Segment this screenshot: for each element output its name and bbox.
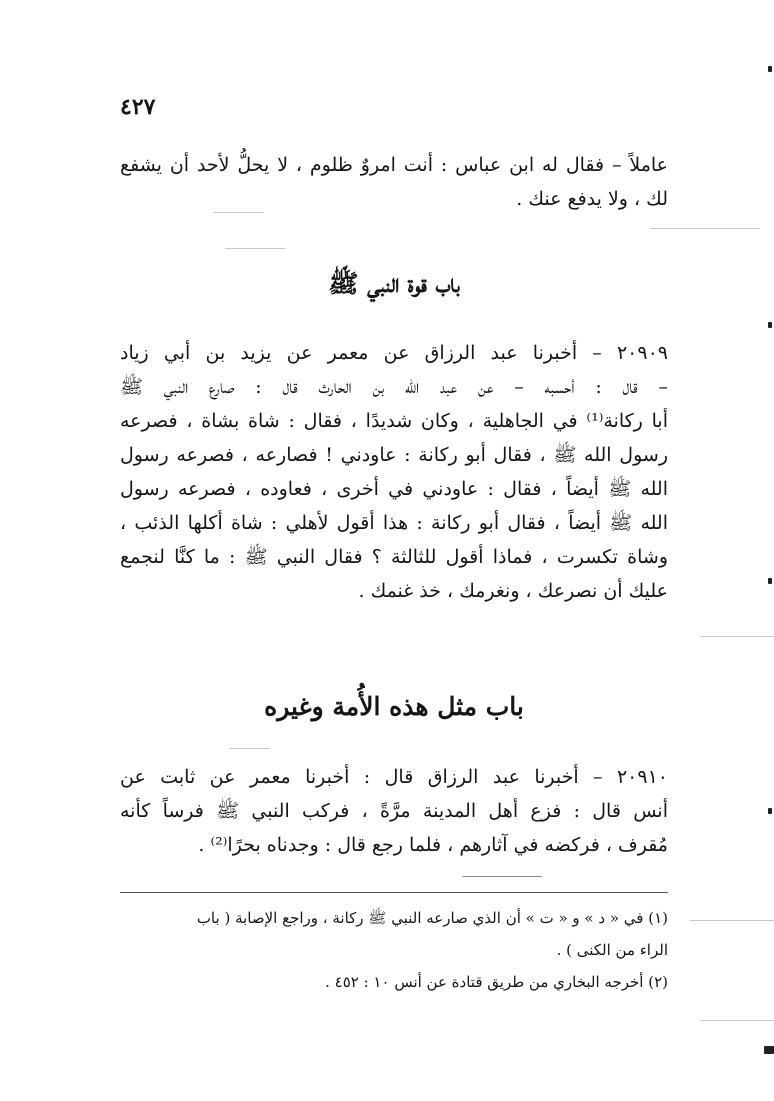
text-line: عاملاً – فقال له ابن عباس : أنت امروٌ ظلوم ، لا يحلُّ لأحد أن يشفع: [120, 154, 668, 176]
text-line: مُقرف ، فركضه في آثارهم ، فلما رجع قال : وجدناه بحرًا⁽²⁾ .: [198, 834, 668, 856]
hadith-20910-paragraph: [120, 760, 668, 862]
footnotes: [120, 902, 668, 998]
scan-speck: [768, 808, 772, 814]
scan-artifact: [700, 636, 774, 637]
scan-artifact: [462, 876, 542, 877]
scan-speck: [768, 578, 772, 584]
scan-speck: [764, 1046, 774, 1054]
hadith-20909-paragraph: [120, 336, 668, 608]
page-number: ٤٢٧: [120, 94, 156, 120]
scan-artifact: [225, 248, 285, 249]
text-line: لك ، ولا يدفع عنك .: [516, 188, 668, 210]
footnote-2: (٢) أخرجه البخاري من طريق قتادة عن أنس ١٠ : ٤٥٢ .: [325, 973, 668, 991]
text-line: أبا ركانة⁽¹⁾ في الجاهلية ، وكان شديدًا ، فقال : شاة بشاة ، فصرعه: [120, 410, 668, 432]
text-line: ٢٠٩٠٩ – أخبرنا عبد الرزاق عن معمر عن يزيد بن أبي زياد: [120, 342, 668, 364]
scan-speck: [768, 322, 772, 328]
text-line: عليك أن نصرعك ، ونغرمك ، خذ غنمك .: [358, 580, 668, 602]
text-line: ٢٠٩١٠ – أخبرنا عبد الرزاق قال : أخبرنا معمر عن ثابت عن: [120, 766, 668, 788]
scan-speck: [768, 66, 772, 72]
scan-artifact: [650, 228, 760, 229]
text-line: رسول الله ﷺ ، فقال أبو ركانة : عاودني ! فصارعه ، فصرعه رسول: [120, 444, 668, 466]
section-heading-this-nation: باب مثل هذه الأُمة وغيره: [264, 692, 524, 721]
footnote-separator: [120, 892, 668, 893]
section-heading-prophet-strength: باب قوة النبي ﷺ: [328, 269, 460, 298]
scan-artifact: [230, 748, 270, 749]
footnote-1-continued: الراء من الكنى ) .: [556, 941, 668, 959]
text-line: الله ﷺ أيضاً ، فقال : عاودني في أخرى ، فعاوده ، فصرعه رسول: [120, 478, 668, 500]
intro-paragraph: [120, 148, 668, 216]
text-line: أنس قال : فزع أهل المدينة مرَّةً ، فركب النبي ﷺ فرساً كأنه: [120, 800, 668, 822]
scan-artifact: [690, 920, 774, 921]
text-line: وشاة تكسرت ، فماذا أقول للثالثة ؟ فقال النبي ﷺ : ما كنَّا لنجمع: [120, 546, 668, 568]
scan-artifact: [700, 1020, 774, 1021]
text-line: – قال : أحسبه – عن عبد الله بن الحارث قال : صارع النبي ﷺ: [120, 376, 668, 398]
footnote-1: (١) في « د » و « ت » أن الذي صارعه النبي ﷺ ركانة ، وراجع الإصابة ( باب: [196, 909, 668, 927]
scan-artifact: [214, 212, 264, 213]
text-line: الله ﷺ أيضاً ، فقال أبو ركانة : هذا أقول لأهلي : شاة أكلها الذئب ،: [120, 512, 668, 534]
